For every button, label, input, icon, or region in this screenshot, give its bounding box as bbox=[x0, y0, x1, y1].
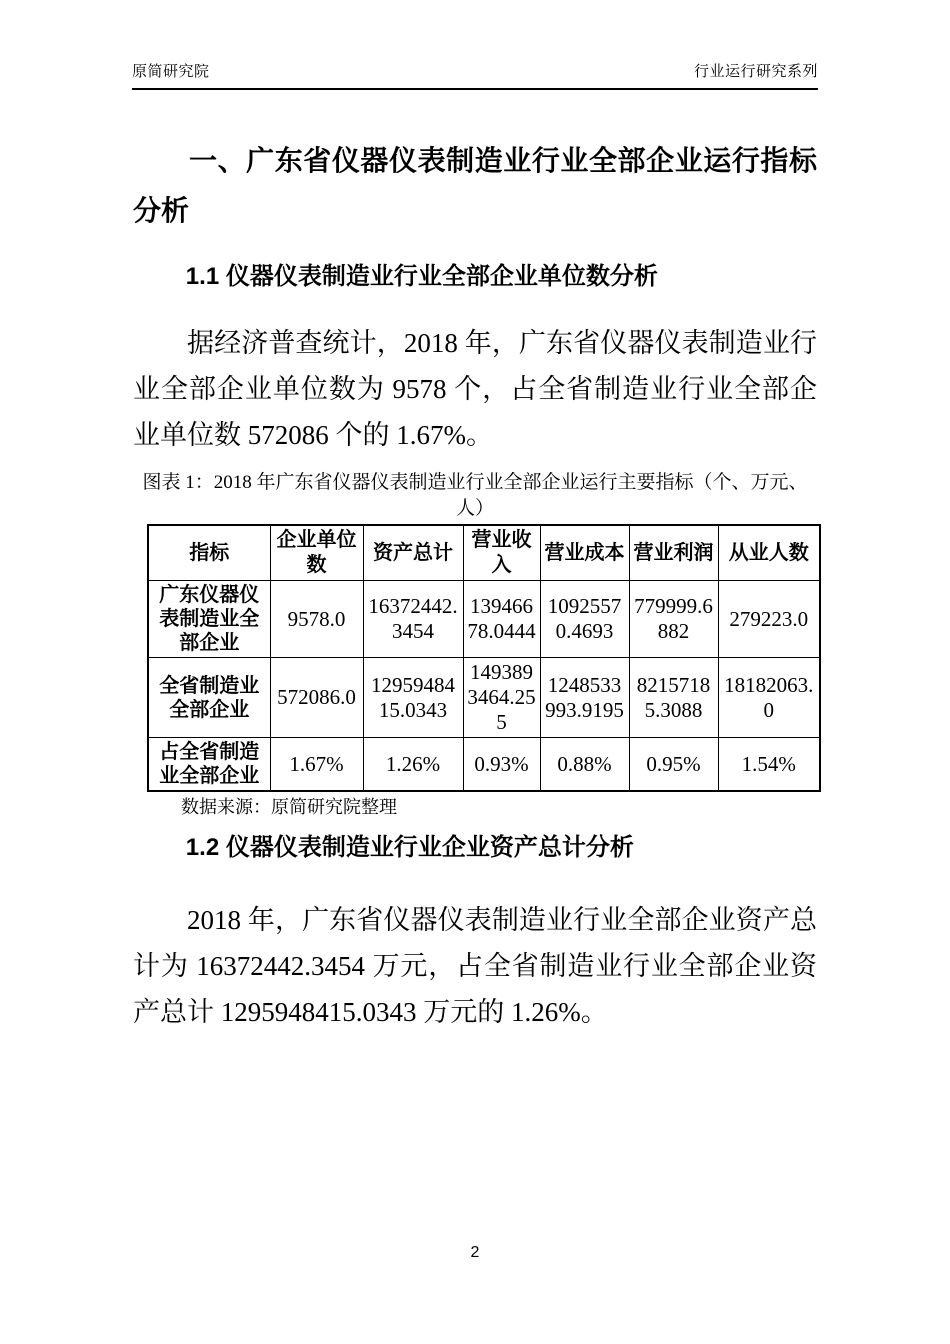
cell-value: 0.95% bbox=[629, 738, 718, 792]
cell-value: 1.67% bbox=[270, 738, 363, 792]
page-content bbox=[133, 136, 817, 1035]
header-left-text: 原简研究院 bbox=[132, 63, 210, 80]
table-row bbox=[148, 581, 820, 658]
data-source-note: 数据来源：原简研究院整理 bbox=[181, 797, 397, 817]
cell-value: 1.54% bbox=[718, 738, 820, 792]
cell-value: 9578.0 bbox=[270, 581, 363, 658]
cell-value: 1.26% bbox=[363, 738, 463, 792]
col-header-indicator: 指标 bbox=[148, 525, 270, 581]
row-label-share-of-province: 占全省制造业全部企业 bbox=[148, 738, 270, 792]
section-1-2-heading: 1.2 仪器仪表制造业行业企业资产总计分析 bbox=[185, 834, 634, 861]
cell-value: 10925570.4693 bbox=[540, 581, 629, 658]
cell-value: 1248533993.9195 bbox=[540, 658, 629, 738]
row-label-guangdong-industry: 广东仪器仪表制造业全部企业 bbox=[148, 581, 270, 658]
table-row bbox=[148, 658, 820, 738]
cell-value: 18182063.0 bbox=[718, 658, 820, 738]
col-header-employees: 从业人数 bbox=[718, 525, 820, 581]
table-header-row bbox=[148, 525, 820, 581]
col-header-total-assets: 资产总计 bbox=[363, 525, 463, 581]
cell-value: 1295948415.0343 bbox=[363, 658, 463, 738]
section-1-1-heading: 1.1 仪器仪表制造业行业全部企业单位数分析 bbox=[185, 263, 658, 290]
col-header-revenue: 营业收入 bbox=[463, 525, 540, 581]
cell-value: 0.88% bbox=[540, 738, 629, 792]
table-caption: 图表 1：2018 年广东省仪器仪表制造业行业全部企业运行主要指标（个、万元、人） bbox=[142, 472, 808, 519]
cell-value: 13946678.0444 bbox=[463, 581, 540, 658]
page-header bbox=[132, 0, 818, 90]
cell-value: 572086.0 bbox=[270, 658, 363, 738]
section-1-2-paragraph: 2018 年，广东省仪器仪表制造业行业全部企业资产总计为 16372442.3454 万元，占全省制造业行业全部企业资产总计 1295948415.0343 万元的 1.26%。 bbox=[133, 905, 817, 1027]
indicator-table bbox=[147, 524, 821, 792]
col-header-unit-count: 企业单位数 bbox=[270, 525, 363, 581]
col-header-profit: 营业利润 bbox=[629, 525, 718, 581]
table-row bbox=[148, 738, 820, 792]
cell-value: 0.93% bbox=[463, 738, 540, 792]
col-header-cost: 营业成本 bbox=[540, 525, 629, 581]
page-number: 2 bbox=[470, 1244, 480, 1261]
section-1-1-paragraph: 据经济普查统计，2018 年，广东省仪器仪表制造业行业全部企业单位数为 9578 个，占全省制造业行业全部企业单位数 572086 个的 1.67%。 bbox=[133, 328, 817, 450]
row-label-province-manufacturing: 全省制造业全部企业 bbox=[148, 658, 270, 738]
document-title: 一、广东省仪器仪表制造业行业全部企业运行指标分析 bbox=[133, 145, 817, 226]
cell-value: 82157185.3088 bbox=[629, 658, 718, 738]
header-right-text: 行业运行研究系列 bbox=[693, 63, 818, 80]
cell-value: 16372442.3454 bbox=[363, 581, 463, 658]
cell-value: 279223.0 bbox=[718, 581, 820, 658]
cell-value: 1493893464.255 bbox=[463, 658, 540, 738]
cell-value: 779999.6882 bbox=[629, 581, 718, 658]
